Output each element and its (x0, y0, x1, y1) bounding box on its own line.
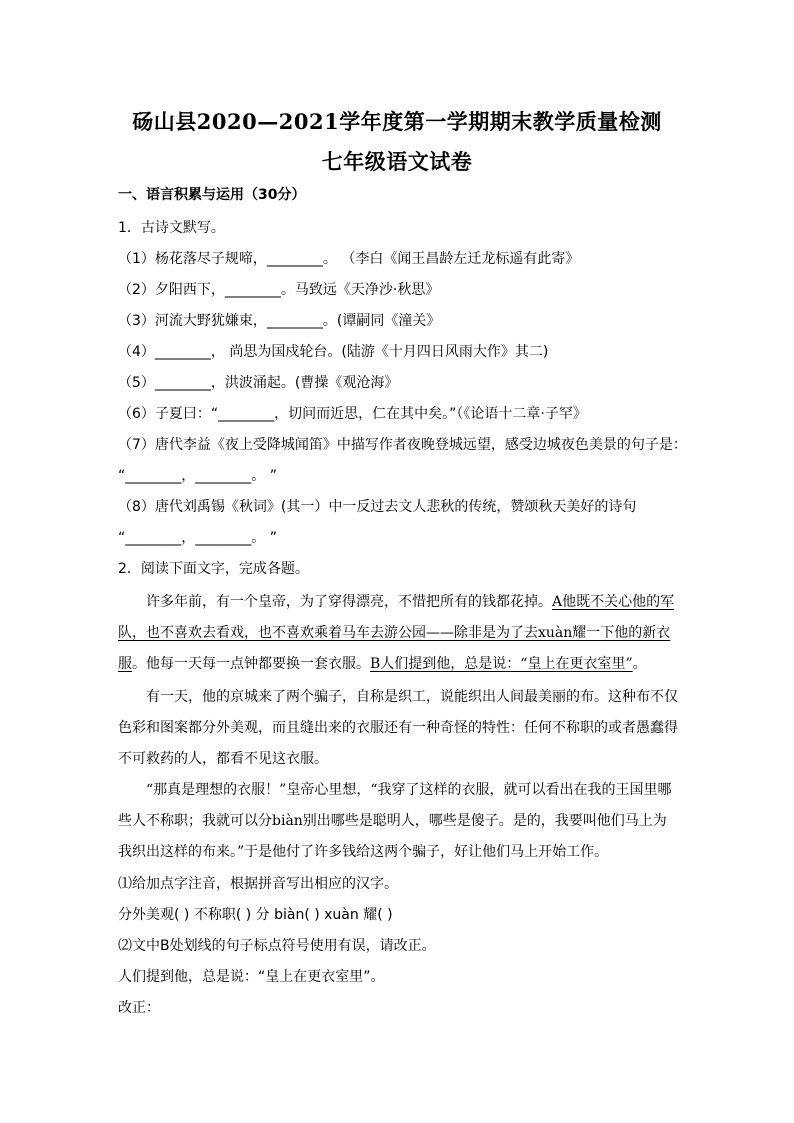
passage-text: 许多年前，有一个皇帝，为了穿得漂亮，不惜把所有的钱都花掉。 (146, 594, 552, 610)
underlined-sentence-a: 队，也不喜欢去看戏，也不喜欢乘着马车去游公园——除非是为了去xuàn耀一下他的新衣 (118, 625, 671, 641)
q1-item-4: （4）________， 尚思为国戍轮台。(陆游《十月四日风雨大作》其二) (118, 344, 549, 360)
exam-title: 砀山县2020—2021学年度第一学期期末教学质量检测 (132, 109, 662, 134)
q1-item-6: （6）子夏曰：“________，切问而近思，仁在其中矣。”（《论语十二章·子罕》 (118, 406, 587, 422)
q1-item-3: （3）河流大野犹嫌束，________。(谭嗣同《潼关》 (118, 313, 441, 329)
q1-item-8: （8）唐代刘禹锡《秋词》(其一）中一反过去文人悲秋的传统，赞颂秋天美好的诗句 (118, 499, 637, 515)
sub-question-2-stem: ⑵文中B处划线的句子标点符号使用有误，请改正。 (118, 938, 436, 954)
passage-text: 。 (632, 656, 647, 672)
question-1-stem: 1．古诗文默写。 (118, 220, 225, 236)
q1-item-7: （7）唐代李益《夜上受降城闻笛》中描写作者夜晚登城远望，感受边城夜色美景的句子是： (118, 437, 687, 453)
q1-item-5: （5）________，洪波涌起。(曹操《观沧海》 (118, 375, 399, 391)
passage-text: 。他每一天每一点钟都要换一套衣服。 (132, 656, 370, 672)
q1-item-2: （2）夕阳西下，________。马致远《天净沙·秋思》 (118, 282, 440, 298)
passage-p2-line3: 不可救药的人，都看不见这衣服。 (118, 751, 328, 767)
passage-p3-line3: 我织出这样的布来。”于是他付了许多钱给这两个骗子，好让他们马上开始工作。 (118, 844, 609, 860)
passage-p3-line1: “那真是理想的衣服！”皇帝心里想，“我穿了这样的衣服，就可以看出在我的王国里哪 (146, 782, 672, 798)
passage-p1-line3 (118, 655, 647, 673)
passage-p3-line2: 些人不称职；我就可以分biàn别出哪些是聪明人，哪些是傻子。是的，我要叫他们马上为 (118, 813, 667, 829)
underlined-sentence-a: 服 (118, 656, 132, 672)
underlined-sentence-b: B人们提到他，总是说：“皇上在更衣室里” (370, 656, 633, 672)
q1-item-7-blanks: “________，________。 ” (118, 468, 277, 484)
fix-answer-label: 改正： (118, 1000, 160, 1016)
passage-p2-line1: 有一天，他的京城来了两个骗子，自称是织工，说能织出人间最美丽的布。这种布不仅 (146, 689, 678, 705)
exam-subtitle: 七年级语文试卷 (321, 149, 473, 174)
question-2-stem: 2．阅读下面文字，完成各题。 (118, 561, 309, 577)
passage-p2-line2: 色彩和图案都分外美观，而且缝出来的衣服还有一种奇怪的特性：任何不称职的或者愚蠢得 (118, 720, 678, 736)
sub-question-1-stem: ⑴给加点字注音，根据拼音写出相应的汉字。 (118, 876, 398, 892)
section-heading: 一、语言积累与运用（30分） (118, 187, 306, 203)
passage-p1-line1 (146, 593, 674, 611)
sub-question-1-answer-line: 分外美观( ) 不称职( ) 分 biàn( ) xuàn 耀( ) (118, 907, 393, 923)
q1-item-1: （1）杨花落尽子规啼，________。 （李白《闻王昌龄左迁龙标遥有此寄》 (118, 251, 580, 267)
underlined-sentence-a: A他既不关心他的军 (552, 594, 675, 610)
sub-question-2-sentence: 人们提到他，总是说：“皇上在更衣室里”。 (118, 969, 385, 985)
q1-item-8-blanks: “________，________。 ” (118, 530, 277, 546)
passage-p1-line2 (118, 624, 670, 642)
